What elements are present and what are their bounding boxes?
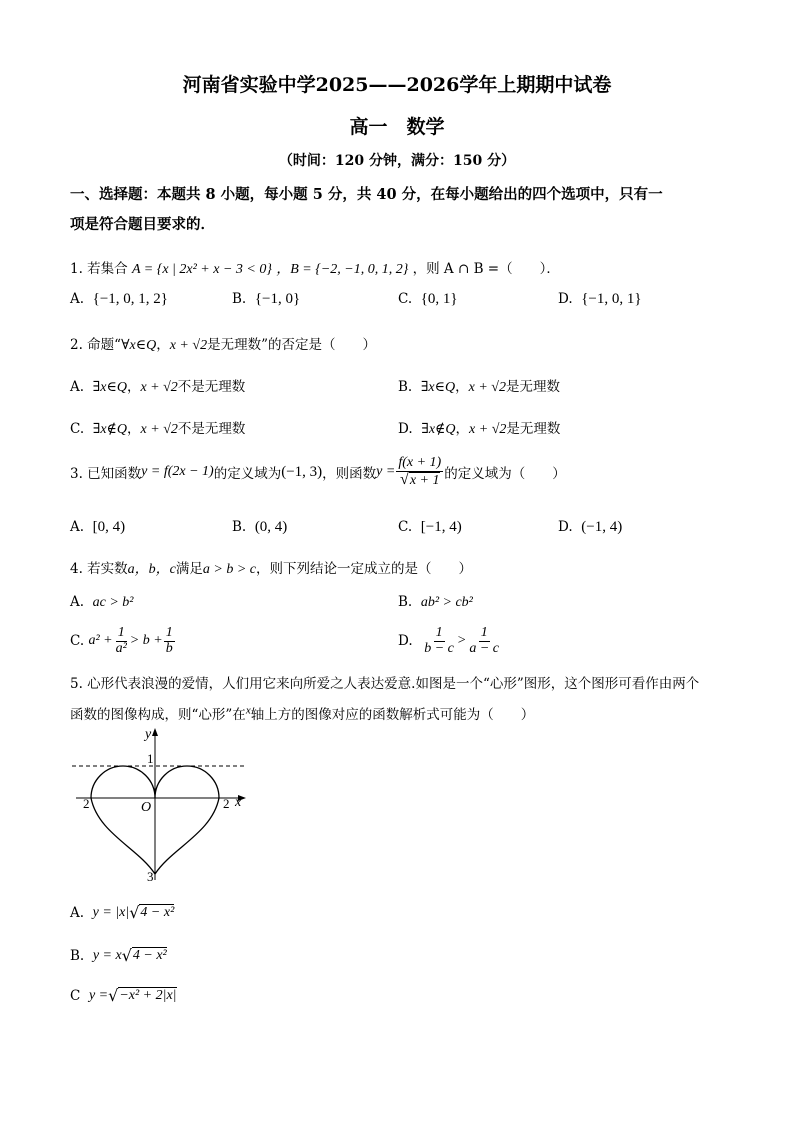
graph-origin-label: O bbox=[141, 800, 152, 815]
question-2-stem: 2. 命题“∀x∈Q，x + √2是无理数”的否定是（ ） bbox=[70, 337, 376, 353]
graph-tick-bottom: 3 bbox=[147, 869, 154, 884]
q1-ask: ，则 A ∩ B =（ ）． bbox=[412, 261, 560, 277]
question-5-line2: 函数的图像构成，则“心形”在$^x$轴上方的图像对应的函数解析式可能为（ ） bbox=[70, 704, 535, 723]
q5-option-b: B. y = x √ 4 − x² bbox=[70, 946, 167, 965]
q3-option-c: C. [−1, 4) bbox=[398, 519, 462, 535]
q5-option-a: A. y = |x| √ 4 − x² bbox=[70, 903, 175, 922]
question-1-stem bbox=[70, 257, 560, 278]
q1-option-b: B. {−1, 0} bbox=[232, 291, 301, 307]
q5-option-c: C y = √ −x² + 2|x| bbox=[70, 986, 177, 1005]
q4-option-c: C. a² + $\frac{1}{\text{a²}}$ > b + $\frac{1}{b}$ bbox=[70, 625, 173, 656]
section-heading-line1: 一、选择题：本题共 8 小题，每小题 5 分，共 40 分，在每小题给出的四个选项中，只有一 bbox=[70, 186, 663, 203]
y-axis-arrow-icon bbox=[152, 728, 158, 736]
section-heading-line2: 项是符合题目要求的． bbox=[70, 216, 215, 233]
q3-fraction: $\frac{f(x + 1)}{√x + 1}$ bbox=[398, 455, 442, 488]
q1-prefix: 1. 若集合 bbox=[70, 261, 128, 277]
q3-option-a: A. [0, 4) bbox=[70, 519, 126, 535]
q4-option-a: A. ac > b² bbox=[70, 594, 134, 610]
q1-set-a: A = {x | 2x² + x − 3 < 0} bbox=[131, 262, 272, 277]
graph-tick-left: 2 bbox=[83, 796, 90, 811]
heart-graph bbox=[68, 728, 258, 888]
q3-option-b: B. (0, 4) bbox=[232, 519, 288, 535]
exam-title: 河南省实验中学2025——2026学年上期期中试卷 bbox=[182, 74, 612, 96]
q1-option-a: A. {−1, 0, 1, 2} bbox=[70, 291, 168, 307]
q2-option-a: A. ∃x∈Q，x + √2不是无理数 bbox=[70, 379, 246, 395]
q2-option-b: B. ∃x∈Q，x + √2是无理数 bbox=[398, 379, 560, 395]
q1-option-d: D. {−1, 0, 1} bbox=[558, 291, 642, 307]
question-5-line1: 5. 心形代表浪漫的爱情，人们用它来向所爱之人表达爱意.如图是一个“心形”图形，这个图形可看作由两个 bbox=[70, 676, 700, 692]
q2-option-d: D. ∃x∉Q，x + √2是无理数 bbox=[398, 421, 561, 437]
q2-option-c: C. ∃x∉Q，x + √2不是无理数 bbox=[70, 421, 246, 437]
q3-option-d: D. (−1, 4) bbox=[558, 519, 623, 535]
graph-y-label: y bbox=[145, 728, 152, 742]
exam-subtitle: 高一 数学 bbox=[349, 116, 445, 138]
q4-option-b: B. ab² > cb² bbox=[398, 594, 473, 610]
graph-x-label: x bbox=[235, 795, 242, 810]
q1-set-b: ，B = {−2, −1, 0, 1, 2} bbox=[276, 262, 409, 277]
question-3-stem: 3. 已知函数 y = f(2x − 1) 的定义域为 (−1, 3) ，则函数 y = $\frac{f(x + 1)}{√x + 1}$ 的定义域为（ ） bbox=[70, 455, 566, 488]
graph-tick-right: 2 bbox=[223, 796, 230, 811]
q4-option-d: D. $\frac{1}{b - c}$ > $\frac{1}{a - c}$ bbox=[398, 625, 500, 656]
exam-info: （时间：120 分钟，满分：150 分） bbox=[278, 153, 516, 169]
graph-tick-top: 1 bbox=[147, 751, 154, 766]
question-4-stem: 4. 若实数a，b，c满足a > b > c，则下列结论一定成立的是（ ） bbox=[70, 561, 472, 577]
q1-option-c: C. {0, 1} bbox=[398, 291, 458, 307]
